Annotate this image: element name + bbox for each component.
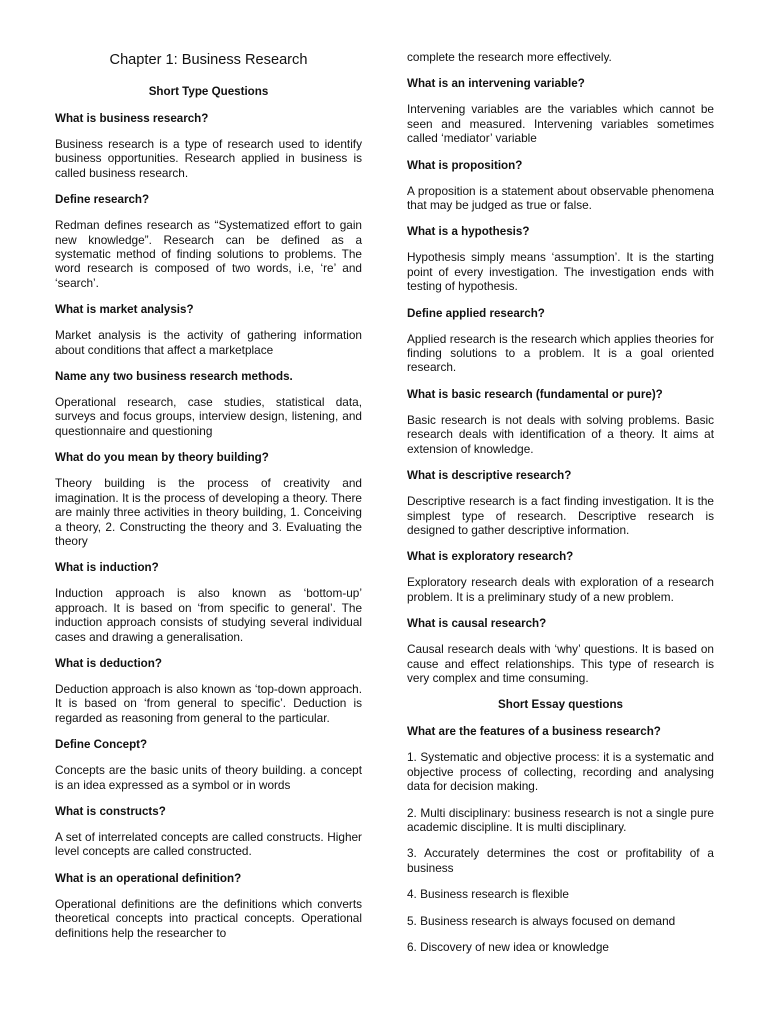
answer: Hypothesis simply means ‘assumption’. It is the starting point of every investigation. The investigation ends with testing of hypothesis. — [407, 250, 714, 294]
question: What is constructs? — [55, 804, 166, 818]
question: What is exploratory research? — [407, 550, 574, 564]
question: What is causal research? — [407, 617, 547, 631]
feature-item: 4. Business research is flexible — [407, 887, 569, 902]
answer: Business research is a type of research used to identify business opportunities. Research applied in business is called business research. — [55, 137, 362, 180]
answer: Exploratory research deals with exploration of a research problem. It is a preliminary study of a new problem. — [407, 575, 714, 604]
feature-item: 5. Business research is always focused on demand — [407, 913, 676, 928]
question: Define Concept? — [55, 738, 148, 752]
answer: Descriptive research is a fact finding investigation. It is the simplest type of research. Descriptive research is designed to gather descriptive information. — [407, 494, 714, 537]
answer: Redman defines research as “Systematized effort to gain new knowledge”. Research can be defined as a systematic method of finding solutions to problems. The word research is composed of two words, i.e, ‘re’ and ‘search’. — [55, 218, 362, 290]
question: What is an intervening variable? — [407, 77, 585, 91]
essay-question: What are the features of a business research? — [407, 725, 661, 739]
chapter-title: Chapter 1: Business Research — [109, 52, 308, 68]
continued-answer: complete the research more effectively. — [407, 50, 612, 64]
feature-item: 6. Discovery of new idea or knowledge — [407, 940, 609, 954]
question: What is basic research (fundamental or pure)? — [407, 387, 663, 401]
question: What is descriptive research? — [407, 469, 572, 483]
question: What do you mean by theory building? — [55, 451, 269, 465]
question: What is business research? — [55, 112, 209, 125]
section-heading-short-essay: Short Essay questions — [498, 698, 623, 712]
answer: Causal research deals with ‘why’ questions. It is based on cause and effect relationships. This type of research is very complex and time consuming. — [407, 642, 714, 685]
section-heading-short-type: Short Type Questions — [148, 85, 269, 98]
answer: Applied research is the research which applies theories for finding solutions to a problem. It is a goal oriented research. — [407, 331, 714, 375]
answer: Intervening variables are the variables which cannot be seen and measured. Intervening variables sometimes called ‘mediator’ variable — [407, 102, 714, 146]
feature-item: 3. Accurately determines the cost or profitability of a business — [407, 846, 714, 875]
feature-item: 1. Systematic and objective process: it is a systematic and objective process of collecting, recording and analysing data for decision making. — [407, 750, 714, 794]
answer: A proposition is a statement about observable phenomena that may be judged as true or false. — [407, 183, 714, 213]
answer: Operational research, case studies, statistical data, surveys and focus groups, interview design, listening, and questionnaire and questioning — [55, 395, 362, 438]
question: Define research? — [55, 193, 150, 207]
question: What is induction? — [55, 561, 159, 575]
question: What is a hypothesis? — [407, 225, 530, 239]
question: Name any two business research methods. — [55, 370, 293, 384]
question: What is proposition? — [407, 158, 523, 172]
feature-item: 2. Multi disciplinary: business research is not a single pure academic discipline. It is multi disciplinary. — [407, 805, 714, 834]
question: Define applied research? — [407, 306, 545, 320]
answer: Theory building is the process of creativity and imagination. It is the process of developing a theory. There are mainly three activities in theory building, 1. Conceiving a theory, 2. Constructing the theory and 3. Evaluating the theory — [55, 476, 362, 548]
question: What is market analysis? — [55, 303, 194, 317]
right-column — [407, 0, 714, 966]
answer: Concepts are the basic units of theory building. a concept is an idea expressed as a symbol or in words — [55, 763, 362, 792]
answer: Induction approach is also known as ‘bottom-up’ approach. It is based on ‘from specific to general’. The induction approach consists of studying several individual cases and drawing a generalisation. — [55, 586, 362, 644]
question: What is deduction? — [55, 656, 162, 670]
left-column — [55, 0, 362, 952]
answer: A set of interrelated concepts are called constructs. Higher level concepts are called constructed. — [55, 829, 362, 859]
answer: Basic research is not deals with solving problems. Basic research deals with identification of a theory. It aims at extension of knowledge. — [407, 412, 714, 456]
question: What is an operational definition? — [55, 871, 242, 885]
answer: Deduction approach is also known as ‘top-down approach. It is based on ‘from general to specific’. Deduction is regarded as reasoning from general to the particular. — [55, 681, 362, 725]
answer: Operational definitions are the definitions which converts theoretical concepts into practical concepts. Operational definitions help the researcher to — [55, 896, 362, 940]
answer: Market analysis is the activity of gathering information about conditions that affect a marketplace — [55, 328, 362, 357]
